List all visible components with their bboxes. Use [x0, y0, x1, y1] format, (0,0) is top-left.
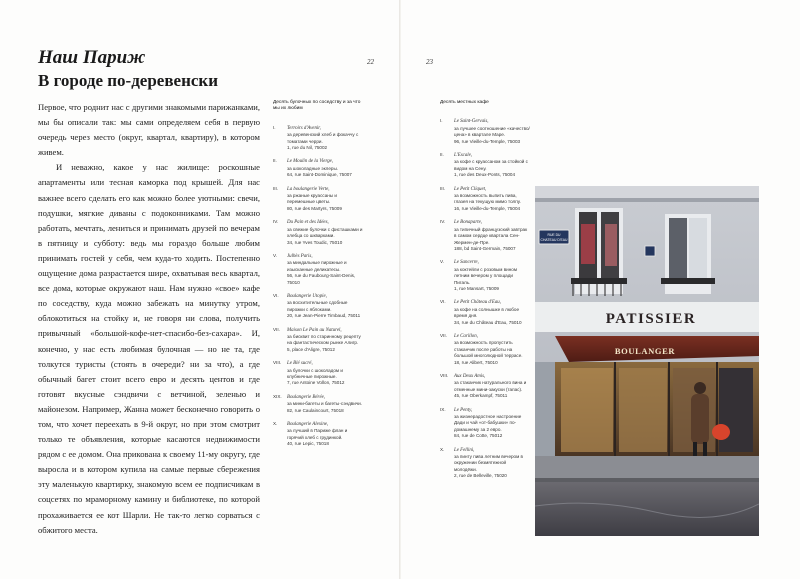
bakery-entry	[273, 394, 363, 414]
cafe-entry-number: X.	[440, 446, 445, 452]
bakery-facade-illustration	[535, 186, 759, 536]
cafe-entry-address: 34, rue du Château d'Eau, 75010	[454, 319, 522, 325]
cafe-entry-description: за кофе с круассаном за стойкой с видом на Сену.	[454, 159, 528, 171]
bakery-entry-description: за лучший в Париже флан и горячий хлеб с грудинкой.	[287, 428, 348, 440]
cafe-entry-description: за возможность пропустить стаканчик после работы на большой многолюдной террасе.	[454, 340, 523, 359]
cafes-column	[440, 100, 530, 487]
cafe-entry-address: 188, bd Saint-Germain, 75007	[454, 245, 516, 251]
bakery-entry-name: Maison Le Pain au Naturel,	[287, 327, 342, 333]
bakery-entry-address: 64, rue Saint-Dominique, 75007	[287, 172, 352, 178]
bakery-entry-number: III.	[273, 185, 279, 191]
bakery-entry-name: Du Pain et des Idées,	[287, 220, 329, 226]
cafe-entry-number: III.	[440, 185, 446, 191]
bakery-entry-name: Boulangerie Utopie,	[287, 293, 327, 299]
bakery-entry-description: за восхитительные сдобные пирожки с яблоками.	[287, 300, 348, 312]
bakery-entry	[273, 360, 363, 387]
bakery-entry	[273, 327, 363, 354]
cafe-entry-description: за стаканчик натурального вина и отменные мини-закуски (тапас).	[454, 380, 527, 392]
cafe-entry	[440, 118, 530, 145]
bakeries-list	[273, 125, 363, 448]
bakery-entry-number: XIX.	[273, 393, 282, 399]
cafe-entry-description: за типичный французский завтрак в самом сердце квартала Сен-Жермен-де-Пре.	[454, 226, 528, 245]
cafe-entry	[440, 299, 530, 326]
bakery-entry-name: La boulangerie Verte,	[287, 186, 330, 192]
bakery-entry	[273, 421, 363, 448]
cafe-entry-number: VII.	[440, 332, 447, 338]
bakery-photo	[535, 186, 759, 536]
bakery-entry-description: за мини-багеты и багеты-сэндвичи.	[287, 401, 363, 407]
cafe-entry-address: 96, rue Vieille-du-Temple, 75003	[454, 138, 521, 144]
page-gutter	[399, 0, 401, 579]
cafe-entry	[440, 259, 530, 292]
street-sign-line-1: RUE DU	[547, 233, 561, 237]
cafe-entry-name: Aux Deux Amis,	[454, 374, 486, 379]
bakery-entry	[273, 293, 363, 320]
cafe-entry-number: II.	[440, 152, 444, 158]
cafe-entry-address: 1, rue Mansart, 75009	[454, 285, 499, 291]
bakery-entry-description: за бисквит по старинному рецепту на фантастическом рынке Алигр.	[287, 333, 361, 346]
bakery-entry-description: за шоколадные эклеры.	[287, 165, 339, 171]
page-number-right: 23	[426, 58, 433, 66]
bakery-entry-name: Terroirs d'Avenir,	[287, 125, 321, 131]
cafe-entry-address: 2, rue de Belleville, 75020	[454, 473, 507, 479]
bakery-entry-number: VI.	[273, 292, 279, 298]
bakery-entry-number: X.	[273, 421, 278, 427]
cafe-entry-number: VI.	[440, 299, 446, 305]
cafe-entry	[440, 407, 530, 440]
cafe-entry-number: V.	[440, 259, 444, 265]
bakery-entry-address: 20, rue Jean-Pierre Timbaud, 75011	[287, 313, 361, 319]
chapter-subtitle: В городе по-деревенски	[38, 71, 219, 90]
bakery-entry-address: 1, rue du Nil, 75002	[287, 145, 328, 151]
cafe-entry-name: Le Saint-Gervais,	[454, 119, 489, 125]
bakery-entry-address: 5, place d'Aligre, 75012	[287, 346, 335, 352]
bakery-entry	[273, 186, 363, 213]
cafe-entry	[440, 186, 530, 213]
cafe-entry-description: за пинту пива летним вечером в окружении безмятежной молодёжи.	[454, 454, 523, 472]
cafe-entry-description: за лучшее соотношение «качество/цена» в квартале Маре.	[454, 125, 530, 138]
bakery-entry-description: за ржаные круассаны и перемешные цветы.	[287, 193, 337, 205]
page-number-left: 22	[367, 58, 374, 66]
bakery-entry-number: I.	[273, 124, 276, 130]
bakery-entry-name: Boulangerie Bérée,	[287, 394, 326, 400]
bakery-entry-description: за миндальные пирожные и изысканные деликатесы.	[287, 260, 347, 272]
cafe-entry-name: L'Escale,	[454, 153, 473, 159]
bakery-entry-name: Boulangerie Alexine,	[287, 422, 329, 428]
cafe-entry-name: Le Carillon,	[454, 333, 478, 339]
cafe-entry	[440, 373, 530, 400]
bakery-entry	[273, 219, 363, 246]
bakery-entry-description: за деревенский хлеб и фокаччу с томатами черри.	[287, 132, 359, 144]
cafe-entry-name: Le Fellini,	[454, 447, 475, 453]
cafe-entry-name: Le Penty,	[454, 407, 473, 413]
bakery-entry	[273, 253, 363, 286]
bakery-entry-address: 7, rue Antoine Vollon, 75012	[287, 380, 345, 386]
bakery-entry	[273, 158, 363, 178]
cafe-entry-description: за коктейли с розовым вином летним вечером у площади Пигаль.	[454, 266, 517, 285]
cafe-entry-number: I.	[440, 118, 443, 124]
bakery-entry	[273, 125, 363, 152]
bakery-entry-number: VIII.	[273, 360, 282, 366]
bakeries-heading: Десять булочных по соседству и за что мы их любим	[273, 100, 361, 112]
cafe-entry-description: за возможность выпить пива, глазея на текущую мимо толпу.	[454, 193, 521, 205]
cafe-entry	[440, 219, 530, 252]
street-sign-line-2: CHATEAU D'EAU	[540, 238, 568, 242]
cafe-entry-address: 1, rue des Deux-Ponts, 75004	[454, 172, 516, 178]
section-title: Наш Париж	[38, 47, 146, 68]
cafe-entry-description: за жизнерадостное настроение Дади и чай «от-бабушки» по-домашнему за 2 евро.	[454, 414, 522, 432]
bakeries-column	[273, 100, 363, 455]
cafe-entry-number: IV.	[440, 219, 446, 225]
cafe-entry-name: Le Petit Château d'Eau,	[454, 300, 501, 306]
bakery-entry-address: 40, rue Lepic, 75018	[287, 441, 329, 447]
bakery-entry-name: Le Blé sucré,	[287, 361, 313, 367]
cafe-entry	[440, 152, 530, 179]
cafe-entry-address: 18, rue Alibert, 75010	[454, 359, 498, 365]
cafe-entry-number: IX.	[440, 406, 446, 412]
bakery-entry-name: Julhès Paris,	[287, 253, 313, 259]
cafes-heading: Десять местных кафе	[440, 100, 489, 105]
body-paragraph: Первое, что роднит нас с другими знакомыми парижанками, мы бы описали так: мы сами определяем себя в первую очередь через место (округ, квартал, квартиру), в котором живем.	[38, 102, 260, 158]
cafe-entry-name: Le Sancerre,	[454, 260, 479, 266]
bakery-entry-address: 34, rue Yves Toudic, 75010	[287, 239, 343, 245]
bakery-entry-description: за свежие булочки с фисташками и хлебца со шкварками.	[287, 226, 363, 239]
sign-patissier: PATISSIER	[605, 311, 697, 327]
cafe-entry-address: 45, rue Oberkampf, 75011	[454, 393, 508, 399]
bakery-entry-number: II.	[273, 158, 277, 164]
cafe-entry	[440, 333, 530, 366]
sign-boulanger: BOULANGER	[614, 346, 676, 356]
cafes-list	[440, 118, 530, 479]
bakery-entry-name: Le Moulin de la Vierge,	[287, 159, 334, 165]
cafe-entry-description: за кофе на солнышке в любое время дня.	[454, 306, 520, 319]
body-paragraph: И неважно, какое у нас жилище: роскошные апартаменты или тесная каморка под крышей. Для нас важнее всего сделать его как можно более уютными: свечи, подушки, мягкие диваны с подоконниками. Там можно работать, мечтать, лениться и принимать друзей по вечерам в пятницу и субботу: ведь мы гораздо больше любим принимать гостей у себя, чем куда-то ходить. Постепенно ощущение дома разрастается шире, охватывая весь квартал, все дома, которые окружают наш. Нам нужно «свое» кафе по соседству, куда можно забежать на минутку утром, облокотиться на стойку и, не говоря ни слова, получить привычный «большой-кофе-нет-спасибо-без-сахара». И, конечно, у нас есть любимая булочная — но не та, где толкутся туристы (стоять в очереди? ни за что), а где обычный багет стоит всего евро и десять центов и где готовят вкусные сэндвичи с ветчиной, зеленью и майонезом. Например, Жанна может бесконечно говорить о том, что хочет переехать в 9-й округ, но при этом смотрит только те объявления, которые касаются недвижимости рядом с ее домом. Она прикована к своему 11-му округу, где выросла и в котором купила на самые первые сбережения эту маленькую квартирку, знакомую всем ее подписчикам в соцсетях по мраморному камину и библиотеке, по которой прохаживается ее кот Шарли. Не так-то легко сорваться с обжитого места.	[38, 162, 260, 535]
bakery-entry-description: за булочки с шоколадом и клубничные пирожные.	[287, 367, 343, 379]
cafe-entry-name: Le Petit Cliquet,	[454, 186, 487, 192]
cafe-entry-address: 84, rue de Cotte, 75012	[454, 433, 503, 439]
cafe-entry-number: VIII.	[440, 373, 449, 378]
bakery-entry-address: 80, rue des Martyrs, 75009	[287, 205, 342, 211]
bakery-entry-number: IV.	[273, 219, 279, 225]
cafe-entry	[440, 447, 530, 480]
cafe-entry-name: Le Bonaparte,	[454, 220, 482, 226]
cafe-entry-address: 16, rue Vieille-du-Temple, 75004	[454, 205, 521, 211]
bakery-entry-address: 56, rue du Faubourg-Saint-Denis, 75010	[287, 273, 356, 285]
bakery-entry-address: 82, rue Caulaincourt, 75018	[287, 407, 344, 413]
bakery-entry-number: V.	[273, 252, 277, 258]
body-text	[38, 100, 260, 538]
bakery-entry-number: VII.	[273, 326, 280, 332]
